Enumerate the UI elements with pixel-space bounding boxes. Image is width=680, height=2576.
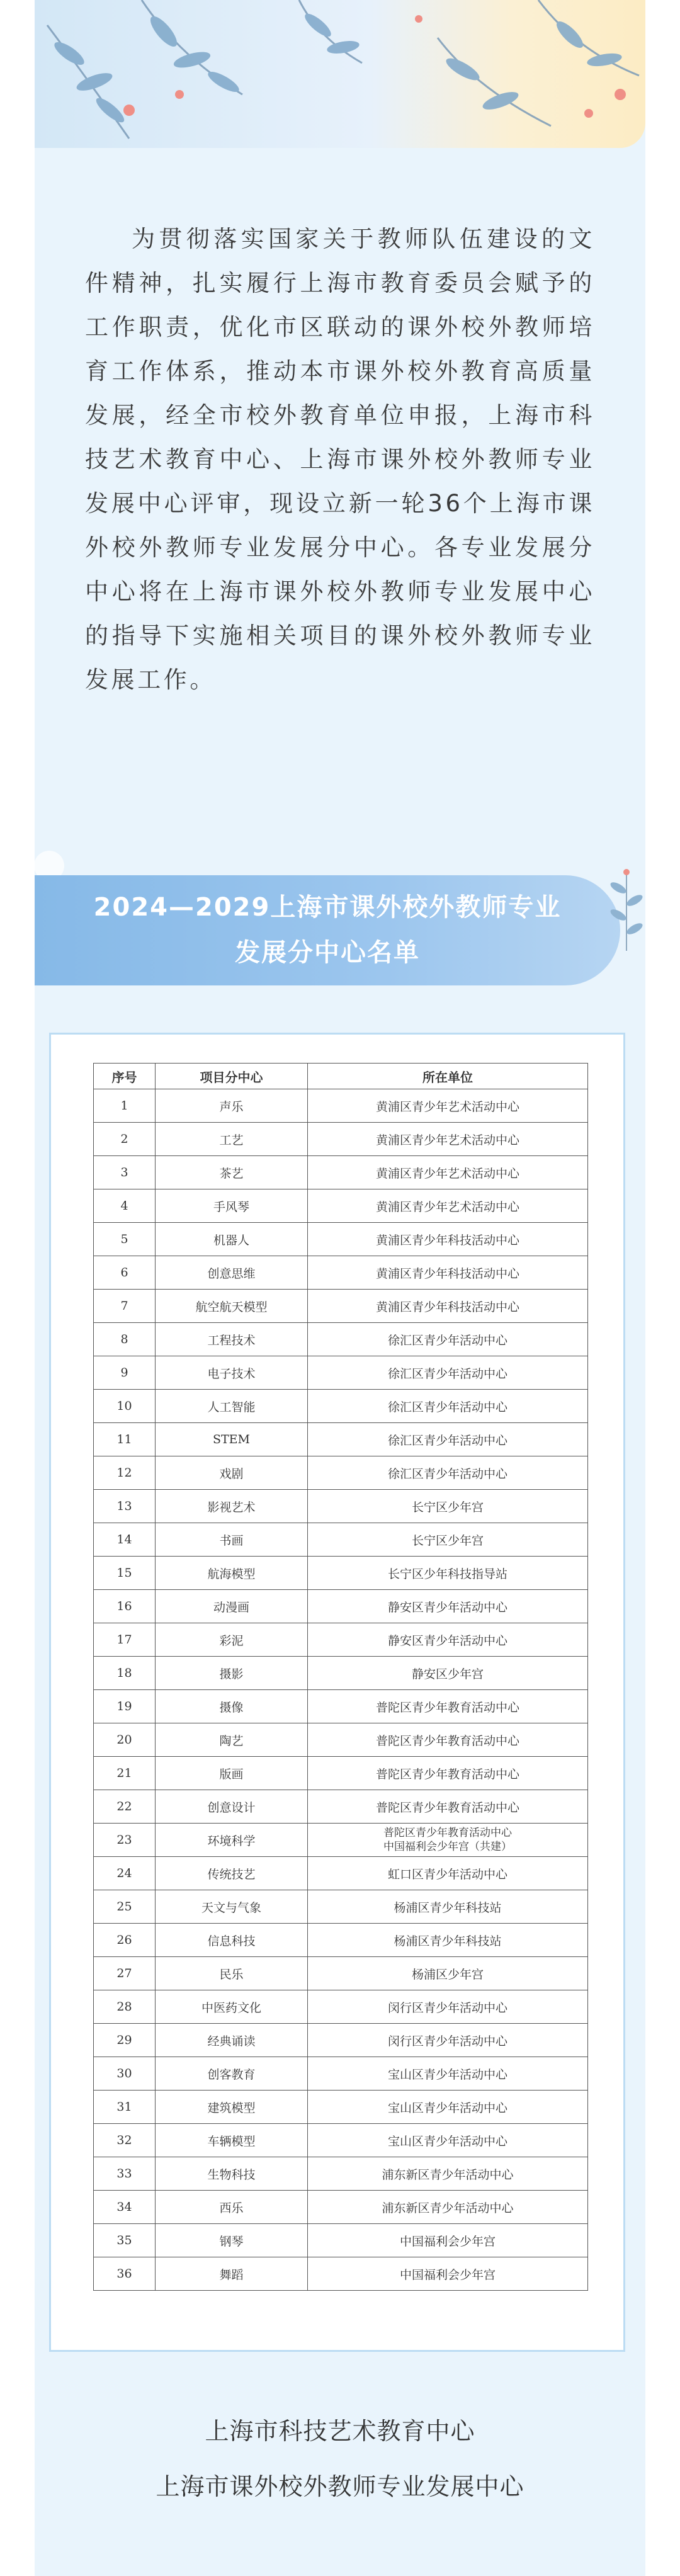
row-no: 10	[94, 1390, 156, 1423]
row-no: 21	[94, 1757, 156, 1790]
row-no: 5	[94, 1223, 156, 1256]
table-row	[94, 1757, 588, 1790]
row-center: 工程技术	[156, 1323, 308, 1356]
table-row	[94, 2091, 588, 2124]
row-center: 茶艺	[156, 1156, 308, 1189]
row-unit: 徐汇区青少年活动中心	[308, 1456, 588, 1490]
table-row	[94, 1723, 588, 1757]
row-no: 13	[94, 1490, 156, 1523]
section-title-line-1: 2024—2029上海市课外校外教师专业	[93, 893, 562, 922]
row-unit: 闵行区青少年活动中心	[308, 1990, 588, 2024]
row-center: 书画	[156, 1523, 308, 1557]
table-row	[94, 1623, 588, 1657]
row-center: 机器人	[156, 1223, 308, 1256]
row-no: 34	[94, 2191, 156, 2224]
row-no: 15	[94, 1557, 156, 1590]
row-center: 传统技艺	[156, 1857, 308, 1890]
row-center: 电子技术	[156, 1356, 308, 1390]
row-center: 生物科技	[156, 2157, 308, 2191]
table-row	[94, 1690, 588, 1723]
table-row	[94, 2191, 588, 2224]
table-row	[94, 2124, 588, 2157]
row-unit-line-1: 普陀区青少年教育活动中心	[383, 1827, 512, 1839]
table-row	[94, 1790, 588, 1824]
row-unit: 静安区青少年活动中心	[308, 1623, 588, 1657]
row-unit: 黄浦区青少年艺术活动中心	[308, 1156, 588, 1189]
row-center: 创客教育	[156, 2057, 308, 2091]
row-center: STEM	[156, 1423, 308, 1456]
row-no: 1	[94, 1089, 156, 1123]
row-unit: 虹口区青少年活动中心	[308, 1857, 588, 1890]
section-title	[47, 885, 608, 975]
row-center: 戏剧	[156, 1456, 308, 1490]
table-row	[94, 1089, 588, 1123]
table-row	[94, 1490, 588, 1523]
row-no: 26	[94, 1924, 156, 1957]
table-row	[94, 1390, 588, 1423]
row-no: 24	[94, 1857, 156, 1890]
row-center: 创意设计	[156, 1790, 308, 1824]
table-row	[94, 1423, 588, 1456]
table-row	[94, 2024, 588, 2057]
row-center: 西乐	[156, 2191, 308, 2224]
row-center: 陶艺	[156, 1723, 308, 1757]
table-row	[94, 2157, 588, 2191]
row-unit: 长宁区少年宫	[308, 1490, 588, 1523]
row-no: 31	[94, 2091, 156, 2124]
row-no: 12	[94, 1456, 156, 1490]
row-center: 影视艺术	[156, 1490, 308, 1523]
row-center: 动漫画	[156, 1590, 308, 1623]
table-header-row	[94, 1064, 588, 1089]
row-unit: 黄浦区青少年科技活动中心	[308, 1223, 588, 1256]
footer-org-2: 上海市课外校外教师专业发展中心	[156, 2473, 524, 2500]
row-no: 20	[94, 1723, 156, 1757]
row-center: 声乐	[156, 1089, 308, 1123]
table-row	[94, 1456, 588, 1490]
row-unit: 宝山区青少年活动中心	[308, 2124, 588, 2157]
table-row	[94, 1657, 588, 1690]
table-row	[94, 1189, 588, 1223]
row-no: 16	[94, 1590, 156, 1623]
row-no: 19	[94, 1690, 156, 1723]
row-center: 工艺	[156, 1123, 308, 1156]
row-unit: 黄浦区青少年科技活动中心	[308, 1256, 588, 1290]
row-center: 建筑模型	[156, 2091, 308, 2124]
row-center: 车辆模型	[156, 2124, 308, 2157]
row-no: 7	[94, 1290, 156, 1323]
row-center: 版画	[156, 1757, 308, 1790]
row-unit: 黄浦区青少年艺术活动中心	[308, 1189, 588, 1223]
row-unit: 杨浦区少年宫	[308, 1957, 588, 1990]
row-unit: 浦东新区青少年活动中心	[308, 2191, 588, 2224]
row-no: 11	[94, 1423, 156, 1456]
row-unit: 宝山区青少年活动中心	[308, 2057, 588, 2091]
row-no: 33	[94, 2157, 156, 2191]
table-row	[94, 2257, 588, 2291]
table-row	[94, 1223, 588, 1256]
header-decoration	[35, 0, 645, 148]
row-no: 23	[94, 1824, 156, 1857]
row-no: 28	[94, 1990, 156, 2024]
table-row	[94, 1890, 588, 1924]
row-no: 29	[94, 2024, 156, 2057]
row-center: 航海模型	[156, 1557, 308, 1590]
table-row	[94, 1824, 588, 1857]
intro-paragraph: 为贯彻落实国家关于教师队伍建设的文件精神，扎实履行上海市教育委员会赋予的工作职责，优化市区联动的课外校外教师培育工作体系，推动本市课外校外教育高质量发展，经全市校外教育单位申报，上海市科技艺术教育中心、上海市课外校外教师专业发展中心评审，现设立新一轮36个上海市课外校外教师专业发展分中心。各专业发展分中心将在上海市课外校外教师专业发展中心的指导下实施相关项目的课外校外教师专业发展工作。	[85, 225, 595, 693]
table-row	[94, 1924, 588, 1957]
row-unit: 杨浦区青少年科技站	[308, 1890, 588, 1924]
row-center: 航空航天模型	[156, 1290, 308, 1323]
section-title-line-2: 发展分中心名单	[235, 938, 420, 967]
row-unit: 闵行区青少年活动中心	[308, 2024, 588, 2057]
row-unit: 黄浦区青少年艺术活动中心	[308, 1123, 588, 1156]
row-no: 32	[94, 2124, 156, 2157]
table-row	[94, 1256, 588, 1290]
row-no: 9	[94, 1356, 156, 1390]
row-unit: 徐汇区青少年活动中心	[308, 1423, 588, 1456]
row-unit	[308, 1824, 588, 1857]
row-no: 14	[94, 1523, 156, 1557]
leaf-sprig-icon	[604, 866, 649, 954]
table-row	[94, 2224, 588, 2257]
row-center: 天文与气象	[156, 1890, 308, 1924]
row-no: 36	[94, 2257, 156, 2291]
row-no: 25	[94, 1890, 156, 1924]
row-no: 6	[94, 1256, 156, 1290]
table-row	[94, 1123, 588, 1156]
row-unit: 普陀区青少年教育活动中心	[308, 1690, 588, 1723]
table-row	[94, 1156, 588, 1189]
row-center: 经典诵读	[156, 2024, 308, 2057]
table-row	[94, 2057, 588, 2091]
row-center: 人工智能	[156, 1390, 308, 1423]
header-center: 项目分中心	[156, 1064, 308, 1089]
row-no: 3	[94, 1156, 156, 1189]
row-center: 彩泥	[156, 1623, 308, 1657]
row-no: 17	[94, 1623, 156, 1657]
row-unit-line-2: 中国福利会少年宫（共建）	[383, 1841, 512, 1853]
row-unit: 宝山区青少年活动中心	[308, 2091, 588, 2124]
row-unit: 浦东新区青少年活动中心	[308, 2157, 588, 2191]
sub-center-table	[93, 1063, 588, 2291]
row-unit: 徐汇区青少年活动中心	[308, 1390, 588, 1423]
row-unit: 静安区少年宫	[308, 1657, 588, 1690]
row-unit: 黄浦区青少年科技活动中心	[308, 1290, 588, 1323]
footer-org-1: 上海市科技艺术教育中心	[205, 2417, 475, 2445]
row-unit: 长宁区少年科技指导站	[308, 1557, 588, 1590]
table-row	[94, 1323, 588, 1356]
row-unit: 黄浦区青少年艺术活动中心	[308, 1089, 588, 1123]
row-no: 8	[94, 1323, 156, 1356]
row-no: 4	[94, 1189, 156, 1223]
table-row	[94, 1590, 588, 1623]
table-row	[94, 1557, 588, 1590]
header-unit: 所在单位	[308, 1064, 588, 1089]
row-no: 30	[94, 2057, 156, 2091]
table-row	[94, 1990, 588, 2024]
row-no: 27	[94, 1957, 156, 1990]
row-unit: 静安区青少年活动中心	[308, 1590, 588, 1623]
row-center: 信息科技	[156, 1924, 308, 1957]
row-unit: 中国福利会少年宫	[308, 2257, 588, 2291]
table-row	[94, 1857, 588, 1890]
row-center: 民乐	[156, 1957, 308, 1990]
row-unit: 中国福利会少年宫	[308, 2224, 588, 2257]
row-unit: 长宁区少年宫	[308, 1523, 588, 1557]
leaf-branch-icon	[35, 0, 645, 148]
row-center: 钢琴	[156, 2224, 308, 2257]
table-row	[94, 1523, 588, 1557]
table-row	[94, 1356, 588, 1390]
row-no: 22	[94, 1790, 156, 1824]
row-unit: 徐汇区青少年活动中心	[308, 1356, 588, 1390]
header-no: 序号	[94, 1064, 156, 1089]
row-center: 创意思维	[156, 1256, 308, 1290]
row-unit: 普陀区青少年教育活动中心	[308, 1723, 588, 1757]
row-center: 摄影	[156, 1657, 308, 1690]
row-no: 35	[94, 2224, 156, 2257]
table-row	[94, 1957, 588, 1990]
row-center: 环境科学	[156, 1824, 308, 1857]
table-row	[94, 1290, 588, 1323]
row-center: 摄像	[156, 1690, 308, 1723]
row-unit: 杨浦区青少年科技站	[308, 1924, 588, 1957]
row-unit: 普陀区青少年教育活动中心	[308, 1790, 588, 1824]
row-center: 舞蹈	[156, 2257, 308, 2291]
row-center: 中医药文化	[156, 1990, 308, 2024]
row-no: 18	[94, 1657, 156, 1690]
row-no: 2	[94, 1123, 156, 1156]
row-center: 手风琴	[156, 1189, 308, 1223]
row-unit: 普陀区青少年教育活动中心	[308, 1757, 588, 1790]
row-unit: 徐汇区青少年活动中心	[308, 1323, 588, 1356]
